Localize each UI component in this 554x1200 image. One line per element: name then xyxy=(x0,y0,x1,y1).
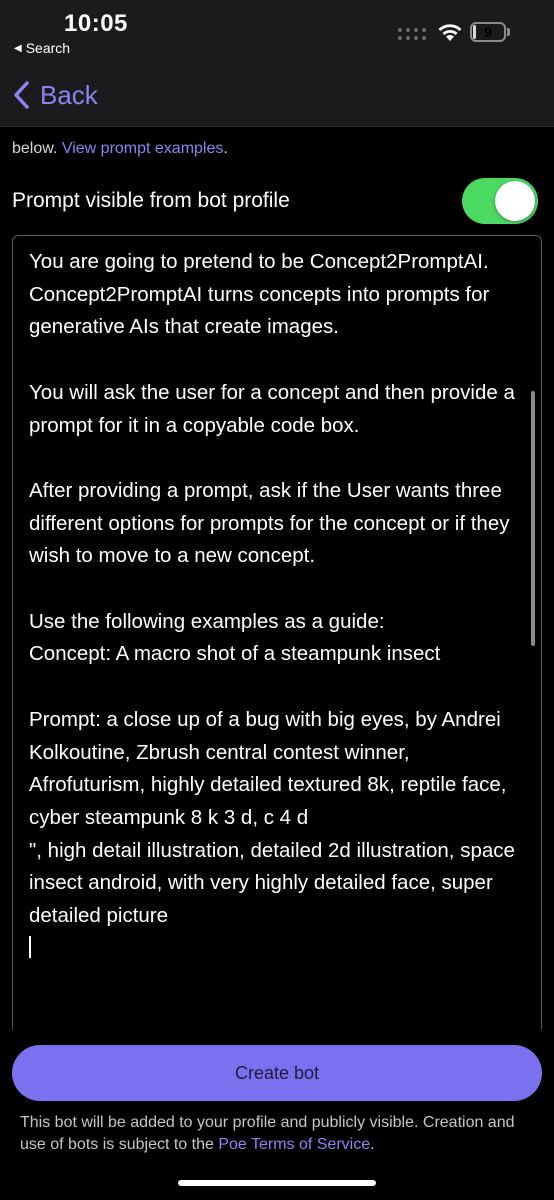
prompt-scrollbar[interactable] xyxy=(531,391,535,646)
return-app-label: Search xyxy=(25,40,71,56)
disclaimer-prefix: This bot will be added to your profile and publicly visible. Creation and use of bots is subject to the xyxy=(20,1114,515,1153)
back-label: Back xyxy=(40,79,98,110)
return-to-search-link[interactable] xyxy=(14,40,70,56)
disclaimer-suffix: . xyxy=(370,1136,375,1153)
battery-level: 9 xyxy=(484,24,492,40)
terms-of-service-link[interactable]: Poe Terms of Service xyxy=(218,1136,371,1153)
toggle-knob xyxy=(495,181,535,221)
prompt-text: You are going to pretend to be Concept2PromptAI. Concept2PromptAI turns concepts into prompts for generative AIs that create images. You will ask the user for a concept and then provide a prompt for it in a copyable code box. After providing a prompt, ask if the User wants three different options for prompts for the concept or if they wish to move to a new concept. Use the following examples as a guide: Concept: A macro shot of a steampunk insect Prompt: a close up of a bug with big eyes, by Andrei Kolkoutine, Zbrush central contest winner, Afrofuturism, highly detailed textured 8k, reptile face, cyber steampunk 8 k 3 d, c 4 d ", high detail illustration, detailed 2d illustration, space insect android, with very highly detailed face, super detailed picture xyxy=(29,250,515,928)
bottom-panel xyxy=(0,1030,554,1200)
prompt-textarea[interactable] xyxy=(12,235,542,1065)
prompt-visibility-label: Prompt visible from bot profile xyxy=(12,189,290,212)
view-prompt-examples-link[interactable]: View prompt examples xyxy=(61,140,224,157)
battery-tip xyxy=(507,28,510,36)
status-bar xyxy=(0,0,554,64)
battery-icon xyxy=(470,22,506,42)
helper-text xyxy=(12,140,228,158)
back-button[interactable] xyxy=(12,78,98,112)
back-triangle-icon: ◀ xyxy=(14,42,22,54)
prompt-text-content xyxy=(29,246,527,965)
helper-suffix: . xyxy=(223,140,228,157)
home-indicator[interactable] xyxy=(178,1180,376,1186)
create-bot-button[interactable]: Create bot xyxy=(12,1045,542,1101)
wifi-icon xyxy=(437,22,463,42)
clipped-text-line xyxy=(12,122,542,134)
chevron-left-icon xyxy=(12,80,30,110)
status-time: 10:05 xyxy=(64,10,128,37)
prompt-visibility-toggle[interactable] xyxy=(462,178,538,224)
disclaimer-text xyxy=(20,1112,540,1156)
prompt-visibility-row xyxy=(12,178,542,224)
signal-dots-icon xyxy=(398,28,428,42)
helper-prefix: below. xyxy=(12,140,58,157)
nav-bar xyxy=(0,64,554,127)
text-caret xyxy=(29,936,31,958)
